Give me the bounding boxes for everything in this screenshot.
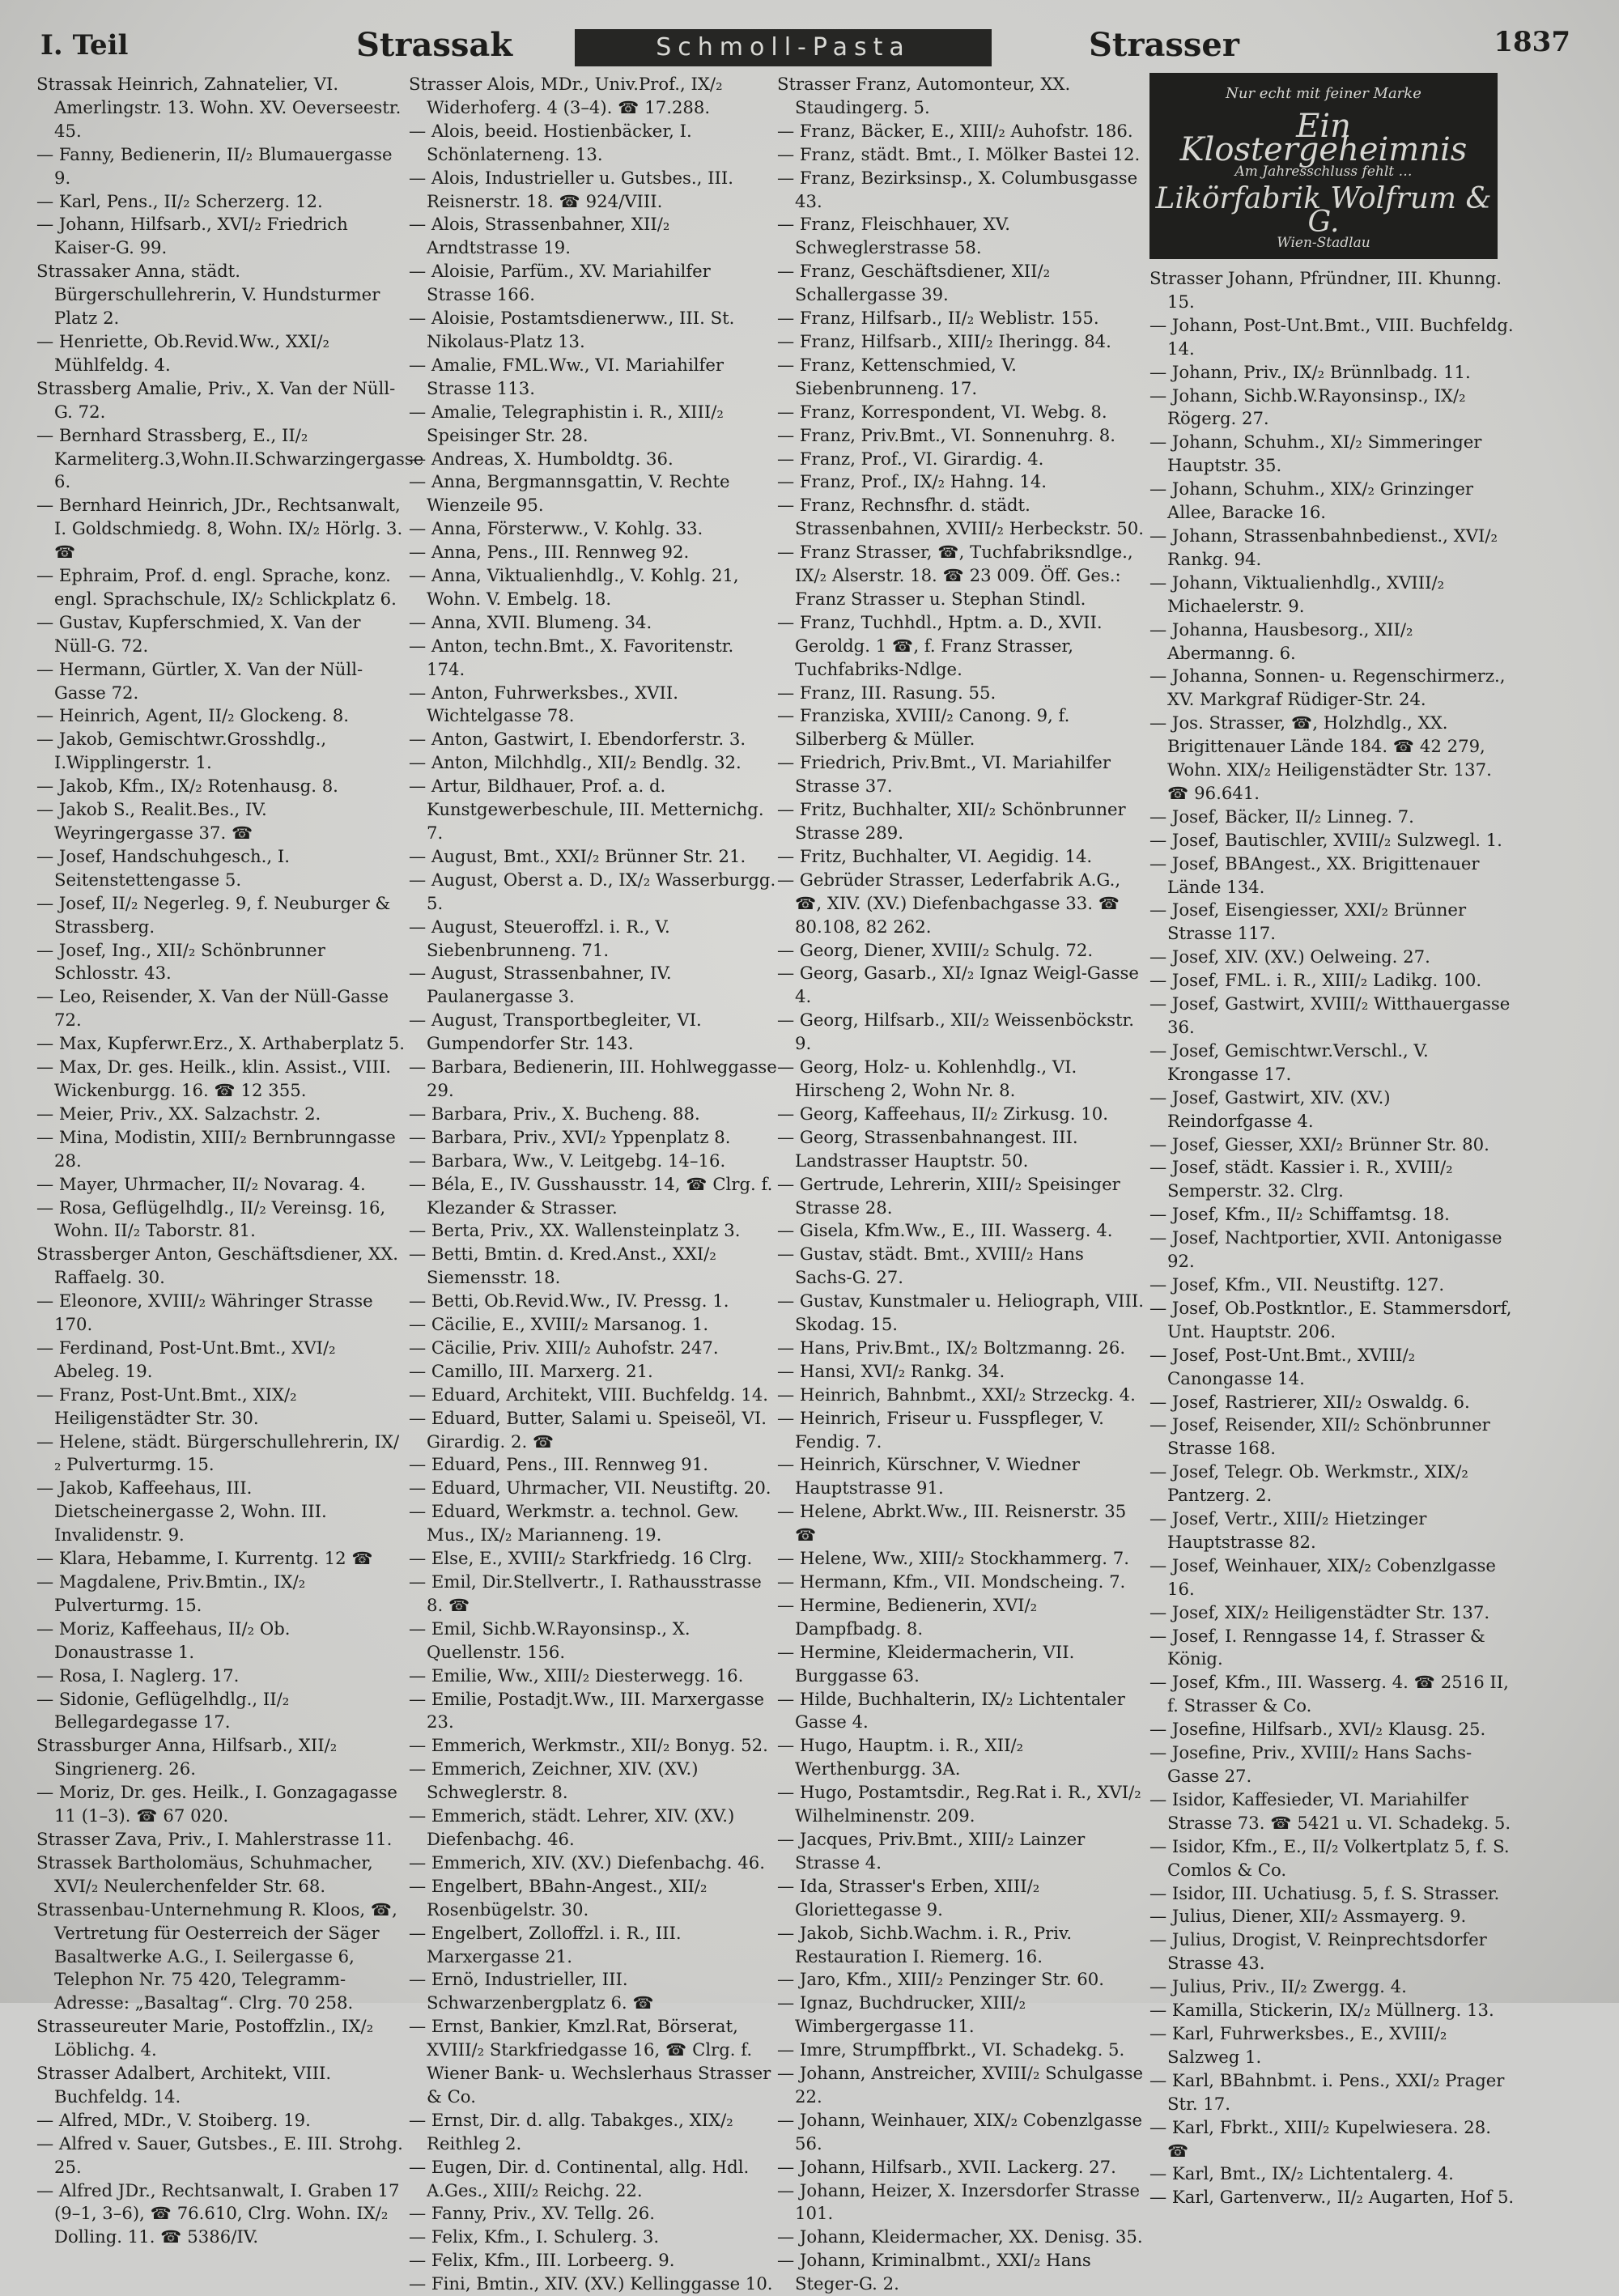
directory-entry: — Camillo, III. Marxerg. 21. [409,1360,653,1381]
directory-entry: — Anton, Milchhdlg., XII/₂ Bendlg. 32. [409,752,742,773]
directory-entry: — Hermine, Kleidermacherin, VII. Burggasse 63. [777,1641,1075,1686]
directory-entry: — Fanny, Bedienerin, II/₂ Blumauergasse 9. [36,143,393,188]
directory-entry: — Hugo, Postamtsdir., Reg.Rat i. R., XVI/₂ Wilhelminenstr. 209. [777,1782,1141,1826]
liqueur-advertisement [1149,73,1498,259]
directory-entry: — Hansi, XVI/₂ Rankg. 34. [777,1360,1005,1381]
directory-entry: — Heinrich, Friseur u. Fusspfleger, V. Fendig. 7. [777,1407,1104,1452]
directory-entry: — Ignaz, Buchdrucker, XIII/₂ Wimbergergasse 11. [777,1992,1026,2037]
part-label: I. Teil [40,29,129,62]
column-1 [36,73,424,2247]
directory-entry: — Eduard, Architekt, VIII. Buchfeldg. 14. [409,1384,769,1405]
directory-entry: — Fritz, Buchhalter, XII/₂ Schönbrunner Strasse 289. [777,799,1126,843]
directory-entry: Strasseureuter Marie, Postoffzlin., IX/₂ Löblichg. 4. [36,2016,374,2060]
directory-entry: — Josef, Bautischler, XVIII/₂ Sulzwegl. 1. [1149,829,1502,850]
directory-entry: — Georg, Holz- u. Kohlenhdlg., VI. Hirscheng 2, Wohn Nr. 8. [777,1057,1077,1100]
directory-entry: — Aloisie, Parfüm., XV. Mariahilfer Strasse 166. [409,261,711,305]
directory-entry: Strasser Alois, MDr., Univ.Prof., IX/₂ Widerhoferg. 4 (3–4). ☎ 17.288. [409,74,723,117]
directory-entry: — Helene, Abrkt.Ww., III. Reisnerstr. 35 ☎ [777,1501,1127,1546]
directory-entry: — Josefine, Priv., XVIII/₂ Hans Sachs-Gasse 27. [1149,1742,1472,1786]
directory-entry: — Johann, Schuhm., XI/₂ Simmeringer Hauptstr. 35. [1149,432,1482,476]
directory-entry: — Amalie, Telegraphistin i. R., XIII/₂ Speisinger Str. 28. [409,401,724,445]
directory-entry: — Cäcilie, Priv. XIII/₂ Auhofstr. 247. [409,1337,719,1358]
directory-entry: — Gisela, Kfm.Ww., E., III. Wasserg. 4. [777,1220,1113,1241]
directory-entry: — Georg, Kaffeehaus, II/₂ Zirkusg. 10. [777,1103,1108,1124]
directory-entry: Strassburger Anna, Hilfsarb., XII/₂ Singrienerg. 26. [36,1735,338,1779]
directory-entry: — Josef, Reisender, XII/₂ Schönbrunner Strasse 168. [1149,1414,1490,1459]
directory-entry: — Franz, Prof., VI. Girardig. 4. [777,448,1044,469]
directory-entry: — Isidor, Kaffesieder, VI. Mariahilfer Strasse 73. ☎ 5421 u. VI. Schadekg. 5. [1149,1788,1511,1833]
directory-entry: — Helene, städt. Bürgerschullehrerin, IX/₂ Pulverturmg. 15. [36,1431,400,1475]
directory-entry: — Franz, städt. Bmt., I. Mölker Bastei 12. [777,143,1141,164]
directory-entry: Strasser Franz, Automonteur, XX. Staudingerg. 5. [777,74,1071,117]
directory-entry: — Georg, Hilfsarb., XII/₂ Weissenböckstr. 9. [777,1010,1135,1054]
directory-entry: — Kamilla, Stickerin, IX/₂ Müllnerg. 13. [1149,2000,1494,2021]
directory-entry: — Josef, Kfm., II/₂ Schiffamtsg. 18. [1149,1204,1450,1225]
directory-entry: — Engelbert, Zolloffzl. i. R., III. Marxergasse 21. [409,1922,682,1966]
directory-entry: — Rosa, I. Naglerg. 17. [36,1665,240,1686]
directory-entry: — Gustav, Kunstmaler u. Heliograph, VIII. Skodag. 15. [777,1290,1144,1335]
directory-entry: — Amalie, FML.Ww., VI. Mariahilfer Strasse 113. [409,354,725,398]
directory-entry: — Franz, Post-Unt.Bmt., XIX/₂ Heiligenstädter Str. 30. [36,1384,297,1428]
ad-line-5: Wien-Stadlau [1277,235,1370,251]
directory-entry: — Franziska, XVIII/₂ Canong. 9, f. Silberberg & Müller. [777,705,1070,750]
directory-entry: — Magdalene, Priv.Bmtin., IX/₂ Pulverturmg. 15. [36,1571,306,1615]
directory-entry: — August, Strassenbahner, IV. Paulanergasse 3. [409,963,672,1007]
directory-entry: — Josef, XIV. (XV.) Oelweing. 27. [1149,946,1430,967]
directory-entry: — Anton, techn.Bmt., X. Favoritenstr. 174. [409,635,734,679]
directory-entry: — Hermine, Bedienerin, XVI/₂ Dampfbadg. 8. [777,1594,1038,1639]
directory-entry: — August, Oberst a. D., IX/₂ Wasserburgg. 5. [409,869,776,913]
directory-entry: — Johann, Priv., IX/₂ Brünnlbadg. 11. [1149,361,1471,382]
directory-entry: — Barbara, Priv., XVI/₂ Yppenplatz 8. [409,1126,731,1147]
directory-entry: — Eduard, Butter, Salami u. Speiseöl, VI. Girardig. 2. ☎ [409,1407,767,1452]
directory-entry: — Franz, Bäcker, E., XIII/₂ Auhofstr. 186. [777,120,1133,141]
page-number: 1837 [1494,26,1570,58]
directory-entry: — Johann, Kleidermacher, XX. Denisg. 35. [777,2226,1143,2247]
ad-line-3: Am Jahresschluss fehlt … [1234,164,1413,180]
directory-entry: — Johann, Sichb.W.Rayonsinsp., IX/₂ Rögerg. 27. [1149,385,1466,429]
directory-entry: — Johann, Hilfsarb., XVII. Lackerg. 27. [777,2156,1116,2177]
directory-entry: — Moriz, Dr. ges. Heilk., I. Gonzagagasse 11 (1–3). ☎ 67 020. [36,1782,397,1826]
directory-entry: Strassek Bartholomäus, Schuhmacher, XVI/₂ Neulerchenfelder Str. 68. [36,1852,373,1896]
directory-entry: — Karl, Fbrkt., XIII/₂ Kupelwiesera. 28. ☎ [1149,2116,1491,2161]
directory-entry: — Josef, Post-Unt.Bmt., XVIII/₂ Canongasse 14. [1149,1344,1416,1388]
directory-entry: — Johann, Schuhm., XIX/₂ Grinzinger Allee, Baracke 16. [1149,478,1474,523]
directory-entry: — Anton, Fuhrwerksbes., XVII. Wichtelgasse 78. [409,682,678,726]
directory-entry: — Josef, Ing., XII/₂ Schönbrunner Schlosstr. 43. [36,939,325,984]
directory-entry: — Heinrich, Bahnbmt., XXI/₂ Strzeckg. 4. [777,1384,1136,1405]
directory-entry: — Emil, Sichb.W.Rayonsinsp., X. Quellenstr. 156. [409,1618,691,1662]
directory-entry: — Cäcilie, E., XVIII/₂ Marsanog. 1. [409,1314,709,1335]
directory-entry: — Josef, Giesser, XXI/₂ Brünner Str. 80. [1149,1133,1489,1154]
directory-entry: — Johann, Anstreicher, XVIII/₂ Schulgasse 22. [777,2063,1144,2107]
directory-entry: — Josef, Kfm., VII. Neustiftg. 127. [1149,1273,1445,1295]
directory-entry: — Klara, Hebamme, I. Kurrentg. 12 ☎ [36,1548,373,1569]
directory-entry: — Josef, Weinhauer, XIX/₂ Cobenzlgasse 16. [1149,1554,1496,1599]
directory-entry: — Gebrüder Strasser, Lederfabrik A.G., ☎, XIV. (XV.) Diefenbachgasse 33. ☎ 80.108, 82 262. [777,869,1121,937]
directory-entry: — Isidor, Kfm., E., II/₂ Volkertplatz 5, f. S. Comlos & Co. [1149,1835,1510,1880]
directory-entry: — Josef, FML. i. R., XIII/₂ Ladikg. 100. [1149,970,1482,991]
directory-entry: — Alfred v. Sauer, Gutsbes., E. III. Strohg. 25. [36,2132,403,2177]
column-3 [777,73,1145,2294]
directory-entry: — Fanny, Priv., XV. Tellg. 26. [409,2203,656,2224]
directory-entry: — Fini, Bmtin., XIV. (XV.) Kellinggasse 10. [409,2273,773,2294]
directory-entry: Strasser Zava, Priv., I. Mahlerstrasse 11. [36,1828,393,1849]
directory-entry: — Jakob, Gemischtwr.Grosshdlg., I.Wipplingerstr. 1. [36,729,327,773]
directory-entry: — Gertrude, Lehrerin, XIII/₂ Speisinger Strasse 28. [777,1173,1120,1218]
directory-entry: — Franz, Geschäftsdiener, XII/₂ Schallergasse 39. [777,261,1051,305]
directory-entry: — Franz, Rechnsfhr. d. städt. Strassenbahnen, XVIII/₂ Herbeckstr. 50. [777,495,1145,539]
directory-entry: — August, Bmt., XXI/₂ Brünner Str. 21. [409,845,746,866]
directory-entry: — Jacques, Priv.Bmt., XIII/₂ Lainzer Strasse 4. [777,1828,1086,1873]
directory-entry: Strassenbau-Unternehmung R. Kloos, ☎, Vertretung für Oesterreich der Säger Basaltwerke A.G., I. Seilergasse 6, Telephon Nr. 75 420, Telegramm-Adresse: „Basaltag“. Clrg. 70 258. [36,1898,397,2013]
directory-entry: — Julius, Priv., II/₂ Zwergg. 4. [1149,1976,1407,1997]
directory-entry: — Jos. Strasser, ☎, Holzhdlg., XX. Brigittenauer Lände 184. ☎ 42 279, Wohn. XIX/₂ Heiligenstädter Str. 137. ☎ 96.641. [1149,712,1492,803]
directory-entry: — Eduard, Uhrmacher, VII. Neustiftg. 20. [409,1478,771,1499]
ad-line-2: Ein Klostergeheimnis [1179,108,1468,168]
directory-entry: — Georg, Gasarb., XI/₂ Ignaz Weigl-Gasse 4. [777,963,1139,1007]
directory-entry: — Ephraim, Prof. d. engl. Sprache, konz. engl. Sprachschule, IX/₂ Schlickplatz 6. [36,565,397,609]
column-4-entries [1149,267,1518,2209]
directory-entry: — Josef, Gemischtwr.Verschl., V. Krongasse 17. [1149,1040,1429,1084]
directory-entry: — Berta, Priv., XX. Wallensteinplatz 3. [409,1220,741,1241]
directory-entry: — Julius, Drogist, V. Reinprechtsdorfer Strasse 43. [1149,1929,1487,1974]
directory-entry: — Hermann, Gürtler, X. Van der Nüll-Gasse 72. [36,658,363,703]
running-head-right: Strasser [1089,26,1239,64]
directory-entry: — Emilie, Ww., XIII/₂ Diesterwegg. 16. [409,1665,744,1686]
directory-entry: — Josef, Handschuhgesch., I. Seitenstettengasse 5. [36,845,290,890]
directory-entry: — Josef, Gastwirt, XIV. (XV.) Reindorfgasse 4. [1149,1086,1391,1131]
directory-entry: — Sidonie, Geflügelhdlg., II/₂ Bellegardegasse 17. [36,1688,290,1733]
directory-entry: — Georg, Diener, XVIII/₂ Schulg. 72. [777,939,1094,960]
directory-entry: — Mina, Modistin, XIII/₂ Bernbrunngasse 28. [36,1126,396,1171]
directory-entry: Strassaker Anna, städt. Bürgerschullehrerin, V. Hundsturmer Platz 2. [36,261,380,329]
directory-entry: — Franz Strasser, ☎, Tuchfabriksndlge., IX/₂ Alserstr. 18. ☎ 23 009. Öff. Ges.: Franz Strasser u. Stephan Stindl. [777,542,1133,609]
directory-entry: — Josefine, Hilfsarb., XVI/₂ Klausg. 25. [1149,1719,1486,1740]
directory-entry: — Johann, Strassenbahnbedienst., XVI/₂ Rankg. 94. [1149,525,1498,569]
directory-entry: — Bernhard Heinrich, JDr., Rechtsanwalt, I. Goldschmiedg. 8, Wohn. IX/₂ Hörlg. 3. ☎ [36,495,403,563]
column-4 [1149,73,1518,2208]
directory-entry: — Aloisie, Postamtsdienerww., III. St. Nikolaus-Platz 13. [409,308,735,351]
directory-entry: — Anna, Bergmannsgattin, V. Rechte Wienzeile 95. [409,471,730,516]
directory-entry: — Anna, Försterww., V. Kohlg. 33. [409,518,703,539]
directory-entry: — Johanna, Sonnen- u. Regenschirmerz., XV. Markgraf Rüdiger-Str. 24. [1149,665,1506,710]
directory-entry: — Else, E., XVIII/₂ Starkfriedg. 16 Clrg. [409,1548,753,1569]
directory-entry: — Friedrich, Priv.Bmt., VI. Mariahilfer Strasse 37. [777,752,1111,797]
directory-entry: Strassberg Amalie, Priv., X. Van der Nüll-G. 72. [36,377,396,422]
directory-entry: — Ernst, Bankier, Kmzl.Rat, Börserat, XVIII/₂ Starkfriedgasse 16, ☎ Clrg. f. Wiener Bank- u. Wechslerhaus Strasser & Co. [409,2016,771,2107]
directory-entry: — Alfred, MDr., V. Stoiberg. 19. [36,2109,311,2130]
directory-entry: — Eleonore, XVIII/₂ Währinger Strasse 170. [36,1290,373,1335]
directory-entry: — Anna, XVII. Blumeng. 34. [409,611,652,632]
directory-entry: — Eduard, Werkmstr. a. technol. Gew. Mus., IX/₂ Marianneng. 19. [409,1501,739,1546]
directory-entry: — Johann, Heizer, X. Inzersdorfer Strasse 101. [777,2179,1141,2224]
directory-entry: — Josef, Nachtportier, XVII. Antonigasse 92. [1149,1227,1502,1272]
directory-entry: Strasser Adalbert, Architekt, VIII. Buchfeldg. 14. [36,2063,332,2107]
directory-entry: — Anna, Viktualienhdlg., V. Kohlg. 21, Wohn. V. Embelg. 18. [409,565,739,609]
directory-entry: — Emmerich, Zeichner, XIV. (XV.) Schweglerstr. 8. [409,1758,699,1803]
directory-entry: — Anna, Pens., III. Rennweg 92. [409,542,690,563]
ad-line-4: Likörfabrik Wolfrum & G. [1155,182,1492,239]
directory-entry: — Mayer, Uhrmacher, II/₂ Novarag. 4. [36,1173,366,1194]
directory-entry: Strassberger Anton, Geschäftsdiener, XX. Raffaelg. 30. [36,1244,399,1288]
directory-entry: — Josef, Vertr., XIII/₂ Hietzinger Hauptstrasse 82. [1149,1508,1427,1552]
directory-entry: — Helene, Ww., XIII/₂ Stockhammerg. 7. [777,1548,1129,1569]
directory-entry: — Josef, XIX/₂ Heiligenstädter Str. 137. [1149,1601,1490,1622]
directory-entry: — Fritz, Buchhalter, VI. Aegidig. 14. [777,845,1093,866]
directory-entry: — Karl, BBahnbmt. i. Pens., XXI/₂ Prager Str. 17. [1149,2069,1505,2114]
directory-entry: — Franz, Bezirksinsp., X. Columbusgasse 43. [777,167,1138,211]
directory-entry: — Barbara, Ww., V. Leitgebg. 14–16. [409,1150,726,1171]
directory-entry: — Emmerich, städt. Lehrer, XIV. (XV.) Diefenbachg. 46. [409,1805,735,1849]
directory-entry: — Emmerich, Werkmstr., XII/₂ Bonyg. 52. [409,1735,768,1756]
directory-entry: — Georg, Strassenbahnangest. III. Landstrasser Hauptstr. 50. [777,1126,1078,1171]
directory-entry: — Emilie, Postadjt.Ww., III. Marxergasse 23. [409,1688,765,1733]
directory-entry: — Karl, Pens., II/₂ Scherzerg. 12. [36,190,323,211]
directory-entry: — Franz, Hilfsarb., XIII/₂ Iheringg. 84. [777,330,1111,351]
directory-entry: — Josef, Telegr. Ob. Werkmstr., XIX/₂ Pantzerg. 2. [1149,1461,1468,1506]
directory-entry: — Franz, Priv.Bmt., VI. Sonnenuhrg. 8. [777,424,1115,445]
directory-entry: — Gustav, städt. Bmt., XVIII/₂ Hans Sachs-G. 27. [777,1244,1084,1288]
directory-entry: — Hugo, Hauptm. i. R., XII/₂ Werthenburgg. 3A. [777,1735,1024,1779]
page-header [32,18,1587,68]
directory-entry: — Anton, Gastwirt, I. Ebendorferstr. 3. [409,729,746,750]
directory-entry: — Alois, Industrieller u. Gutsbes., III. Reisnerstr. 18. ☎ 924/VIII. [409,167,733,211]
directory-entry: — Josef, Ob.Postkntlor., E. Stammersdorf, Unt. Hauptstr. 206. [1149,1297,1512,1341]
directory-entry: Strassak Heinrich, Zahnatelier, VI. Amerlingstr. 13. Wohn. XV. Oeverseestr. 45. [36,74,402,141]
directory-entry: — Isidor, III. Uchatiusg. 5, f. S. Strasser. [1149,1882,1500,1903]
directory-entry: Strasser Johann, Pfründner, III. Khunng. 15. [1149,268,1502,312]
directory-entry: — Josef, Gastwirt, XVIII/₂ Witthauergasse 36. [1149,993,1511,1037]
directory-entry: — Karl, Bmt., IX/₂ Lichtentalerg. 4. [1149,2163,1454,2184]
directory-entry: — Gustav, Kupferschmied, X. Van der Nüll-G. 72. [36,611,361,656]
directory-entry: — Franz, Kettenschmied, V. Siebenbrunneng. 17. [777,354,1017,398]
directory-entry: — Jakob, Kaffeehaus, III. Dietscheinergasse 2, Wohn. III. Invalidenstr. 9. [36,1478,327,1546]
directory-entry: — Jakob, Sichb.Wachm. i. R., Priv. Restauration I. Riemerg. 16. [777,1922,1073,1966]
directory-entry: — Franz, Korrespondent, VI. Webg. 8. [777,401,1107,422]
directory-entry: — Barbara, Bedienerin, III. Hohlweggasse 29. [409,1057,777,1100]
directory-entry: — Josef, städt. Kassier i. R., XVIII/₂ Semperstr. 32. Clrg. [1149,1157,1453,1201]
directory-entry: — Meier, Priv., XX. Salzachstr. 2. [36,1103,321,1124]
directory-entry: — Franz, III. Rasung. 55. [777,682,996,703]
directory-entry: — Alfred JDr., Rechtsanwalt, I. Graben 17 (9–1, 3–6), ☎ 76.610, Clrg. Wohn. IX/₂ Dolling. 11. ☎ 5386/IV. [36,2179,400,2247]
directory-entry: — Moriz, Kaffeehaus, II/₂ Ob. Donaustrasse 1. [36,1618,291,1662]
directory-entry: — Jakob, Kfm., IX/₂ Rotenhausg. 8. [36,776,338,797]
column-2 [409,73,777,2294]
directory-entry: — Hilde, Buchhalterin, IX/₂ Lichtentaler Gasse 4. [777,1688,1125,1733]
directory-entry: — Betti, Bmtin. d. Kred.Anst., XXI/₂ Siemensstr. 18. [409,1244,716,1288]
directory-entry: — Bernhard Strassberg, E., II/₂ Karmeliterg.3,Wohn.II.Schwarzingergasse 6. [36,424,424,492]
directory-entry: — Heinrich, Kürschner, V. Wiedner Hauptstrasse 91. [777,1454,1080,1499]
directory-entry: — Ernst, Dir. d. allg. Tabakges., XIX/₂ Reithleg 2. [409,2109,733,2154]
directory-entry: — Béla, E., IV. Gusshausstr. 14, ☎ Clrg. f. Klezander & Strasser. [409,1173,773,1218]
directory-entry: — Max, Kupferwr.Erz., X. Arthaberplatz 5. [36,1033,405,1054]
directory-entry: — Josef, Eisengiesser, XXI/₂ Brünner Strasse 117. [1149,899,1467,944]
directory-entry: — Karl, Gartenverw., II/₂ Augarten, Hof 5. [1149,2187,1515,2208]
directory-entry: — Barbara, Priv., X. Bucheng. 88. [409,1103,700,1124]
directory-entry: — Rosa, Geflügelhdlg., II/₂ Vereinsg. 16, Wohn. II/₂ Taborstr. 81. [36,1197,386,1241]
directory-entry: — Franz, Fleischhauer, XV. Schweglerstrasse 58. [777,214,1010,258]
directory-entry: — Karl, Fuhrwerksbes., E., XVIII/₂ Salzweg 1. [1149,2022,1447,2067]
ad-line-1: Nur echt mit feiner Marke [1226,85,1421,102]
directory-entry: — Henriette, Ob.Revid.Ww., XXI/₂ Mühlfeldg. 4. [36,330,330,375]
directory-entry: — Imre, Strumpffbrkt., VI. Schadekg. 5. [777,2039,1125,2060]
directory-entry: — Josef, BBAngest., XX. Brigittenauer Lände 134. [1149,852,1480,897]
directory-entry: — Jaro, Kfm., XIII/₂ Penzinger Str. 60. [777,1969,1104,1990]
directory-entry: — Franz, Hilfsarb., II/₂ Weblistr. 155. [777,308,1099,329]
directory-entry: — Emil, Dir.Stellvertr., I. Rathausstrasse 8. ☎ [409,1571,762,1615]
directory-entry: — Max, Dr. ges. Heilk., klin. Assist., VIII. Wickenburgg. 16. ☎ 12 355. [36,1057,392,1100]
directory-entry: — Ferdinand, Post-Unt.Bmt., XVI/₂ Abeleg. 19. [36,1337,336,1381]
directory-entry: — Ida, Strasser's Erben, XIII/₂ Gloriettegasse 9. [777,1875,1040,1920]
directory-entry: — Artur, Bildhauer, Prof. a. d. Kunstgewerbeschule, III. Metternichg. 7. [409,776,764,843]
directory-entry: — Felix, Kfm., I. Schulerg. 3. [409,2226,660,2247]
directory-entry: — August, Transportbegleiter, VI. Gumpendorfer Str. 143. [409,1010,702,1054]
directory-entry: — Engelbert, BBahn-Angest., XII/₂ Rosenbügelstr. 30. [409,1875,708,1920]
directory-entry: — Betti, Ob.Revid.Ww., IV. Pressg. 1. [409,1290,729,1312]
directory-entry: — Josef, Rastrierer, XII/₂ Oswaldg. 6. [1149,1391,1470,1412]
directory-entry: — Johann, Hilfsarb., XVI/₂ Friedrich Kaiser-G. 99. [36,214,348,258]
directory-entry: — Jakob S., Realit.Bes., IV. Weyringergasse 37. ☎ [36,799,267,843]
directory-entry: — Josef, I. Renngasse 14, f. Strasser & König. [1149,1625,1485,1669]
directory-entry: — Franz, Tuchhdl., Hptm. a. D., XVII. Geroldg. 1 ☎, f. Franz Strasser, Tuchfabriks-Ndlge. [777,611,1103,679]
running-head-left: Strassak [356,26,513,64]
directory-entry: — Felix, Kfm., III. Lorbeerg. 9. [409,2250,675,2271]
directory-entry: — Johanna, Hausbesorg., XII/₂ Abermanng. 6. [1149,619,1413,663]
directory-entry: — Eduard, Pens., III. Rennweg 91. [409,1454,708,1475]
directory-entry: — Eugen, Dir. d. Continental, allg. Hdl. A.Ges., XIII/₂ Reichg. 22. [409,2156,750,2200]
directory-entry: — Johann, Post-Unt.Bmt., VIII. Buchfeldg. 14. [1149,314,1514,359]
directory-entry: — Alois, beeid. Hostienbäcker, I. Schönlaterneng. 13. [409,120,692,164]
directory-entry: — Johann, Kriminalbmt., XXI/₂ Hans Steger-G. 2. [777,2250,1091,2294]
directory-entry: — Josef, Kfm., III. Wasserg. 4. ☎ 2516 II, f. Strasser & Co. [1149,1672,1509,1716]
directory-entry: — Leo, Reisender, X. Van der Nüll-Gasse 72. [36,986,389,1031]
directory-entry: — Ernö, Industrieller, III. Schwarzenbergplatz 6. ☎ [409,1969,654,2013]
directory-entry: — Julius, Diener, XII/₂ Assmayerg. 9. [1149,1906,1467,1927]
directory-entry: — Andreas, X. Humboldtg. 36. [409,448,674,469]
directory-entry: — Hermann, Kfm., VII. Mondscheing. 7. [777,1571,1126,1592]
directory-entry: — Franz, Prof., IX/₂ Hahng. 14. [777,471,1047,492]
header-advert-banner: Schmoll-Pasta [575,29,992,66]
directory-entry: — Johann, Viktualienhdlg., XVIII/₂ Michaelerstr. 9. [1149,572,1445,616]
directory-entry: — Josef, II/₂ Negerleg. 9, f. Neuburger & Strassberg. [36,892,391,937]
directory-entry: — Heinrich, Agent, II/₂ Glockeng. 8. [36,705,349,726]
directory-entry: — Emmerich, XIV. (XV.) Diefenbachg. 46. [409,1852,765,1873]
directory-entry: — Johann, Weinhauer, XIX/₂ Cobenzlgasse 56. [777,2109,1142,2154]
directory-entry: — Alois, Strassenbahner, XII/₂ Arndtstrasse 19. [409,214,670,258]
directory-entry: — August, Steueroffzl. i. R., V. Siebenbrunneng. 71. [409,916,670,960]
directory-entry: — Hans, Priv.Bmt., IX/₂ Boltzmanng. 26. [777,1337,1126,1358]
directory-entry: — Josef, Bäcker, II/₂ Linneg. 7. [1149,806,1414,827]
